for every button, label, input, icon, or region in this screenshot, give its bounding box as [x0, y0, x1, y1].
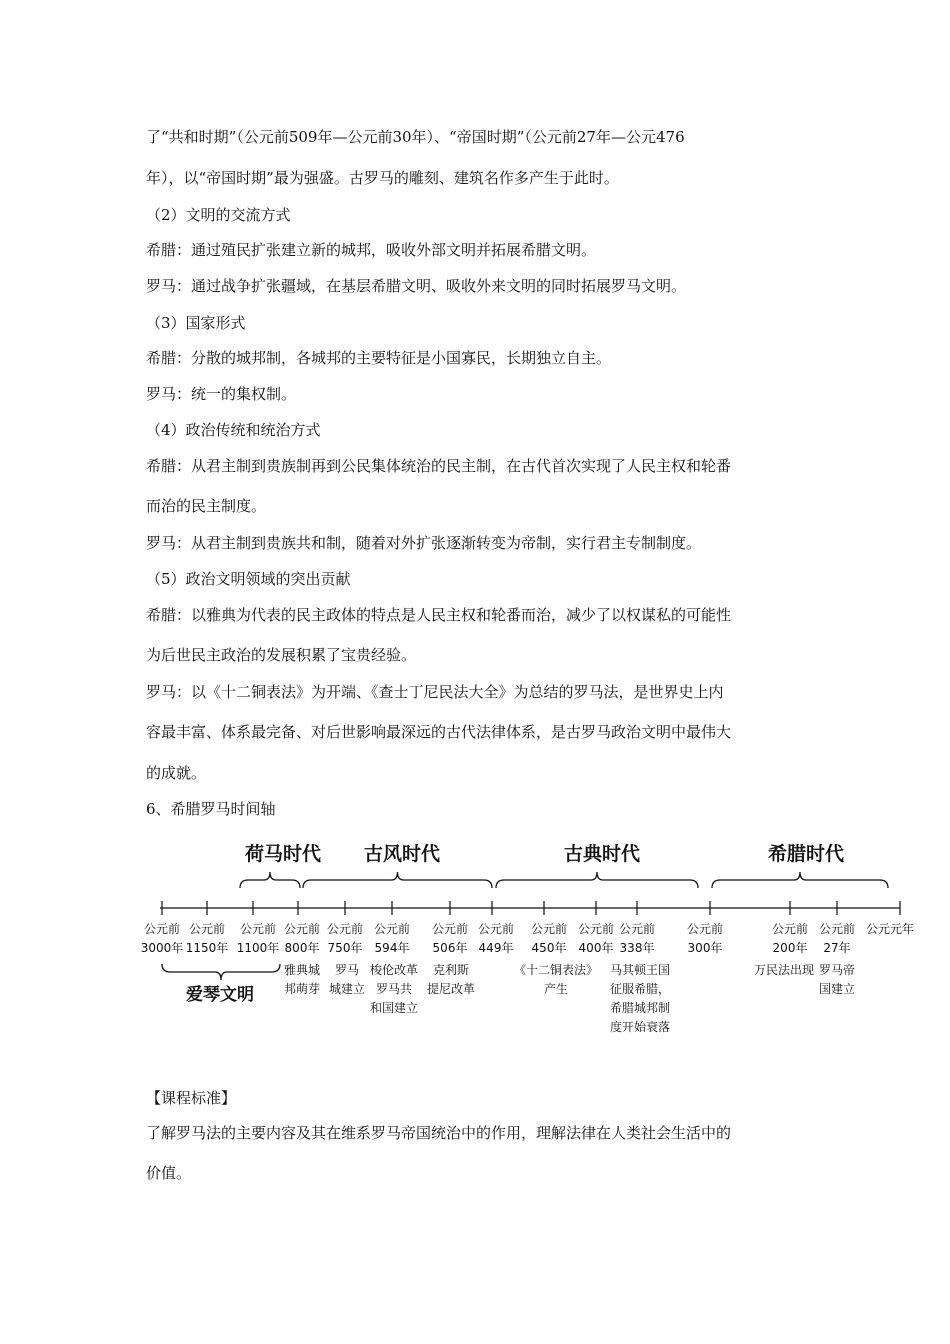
paragraph-line: 希腊：从君主制到贵族制再到公民集体统治的民主制，在古代首次实现了人民主权和轮番	[146, 457, 732, 475]
year-label: 506年	[432, 941, 468, 955]
paragraph-line: 的成就。	[146, 764, 207, 782]
greece-rome-timeline	[140, 836, 920, 1051]
event-label: 征服希腊，	[609, 982, 671, 996]
year-label: 公元前	[326, 922, 364, 936]
year-label: 200年	[772, 941, 808, 955]
event-label: 克利斯	[432, 963, 470, 977]
era-brace	[712, 872, 888, 888]
section-heading: （3）国家形式	[146, 314, 246, 332]
era-brace	[240, 872, 300, 888]
era-label: 希腊时代	[767, 843, 845, 865]
event-label: 邦萌芽	[283, 982, 321, 996]
section-heading: （2）文明的交流方式	[146, 206, 291, 224]
section-heading: （5）政治文明领域的突出贡献	[146, 570, 351, 588]
year-label: 公元前	[577, 922, 615, 936]
year-label: 1150年	[185, 941, 229, 955]
paragraph-line: 希腊：以雅典为代表的民主政体的特点是人民主权和轮番而治，减少了以权谋私的可能性	[146, 606, 732, 624]
event-label: 罗马共	[375, 982, 413, 996]
event-label: 产生	[543, 982, 569, 996]
era-brace	[496, 872, 698, 888]
event-label: 国建立	[818, 982, 856, 996]
year-label: 公元前	[477, 922, 515, 936]
year-label: 750年	[327, 941, 363, 955]
year-label: 27年	[823, 941, 851, 955]
paragraph-line: 罗马：从君主制到贵族共和制，随着对外扩张逐渐转变为帝制，实行君主专制制度。	[146, 534, 702, 552]
year-label: 公元前	[373, 922, 411, 936]
paragraph-line: 而治的民主制度。	[146, 497, 267, 515]
year-label: 800年	[284, 941, 320, 955]
year-label: 公元前	[818, 922, 856, 936]
event-label: 提尼改革	[426, 982, 476, 996]
year-label: 450年	[531, 941, 567, 955]
year-label: 公元元年	[865, 922, 915, 936]
event-label: 《十二铜表法》	[513, 963, 599, 977]
year-label: 3000年	[140, 941, 184, 955]
era-label: 古典时代	[563, 843, 641, 865]
year-label: 公元前	[431, 922, 469, 936]
standard-heading: 【课程标准】	[146, 1089, 237, 1107]
aegean-label: 爱琴文明	[186, 985, 254, 1005]
event-label: 和国建立	[369, 1001, 419, 1015]
year-label: 公元前	[143, 922, 181, 936]
year-label: 400年	[578, 941, 614, 955]
standard-line: 价值。	[146, 1164, 192, 1182]
year-label: 公元前	[686, 922, 724, 936]
event-label: 马其顿王国	[609, 963, 671, 977]
event-label: 梭伦改革	[369, 963, 419, 977]
year-label: 1100年	[236, 941, 280, 955]
event-label: 度开始衰落	[609, 1020, 671, 1034]
year-label: 公元前	[239, 922, 277, 936]
year-label: 公元前	[771, 922, 809, 936]
year-label: 300年	[687, 941, 723, 955]
year-label: 594年	[374, 941, 410, 955]
section-heading: 6、希腊罗马时间轴	[146, 800, 276, 818]
paragraph-line: 希腊：分散的城邦制，各城邦的主要特征是小国寡民，长期独立自主。	[146, 349, 612, 367]
era-label: 荷马时代	[244, 843, 322, 865]
paragraph-line: 了“共和时期”（公元前509年—公元前30年）、“帝国时期”（公元前27年—公元476	[146, 128, 685, 146]
year-label: 449年	[478, 941, 514, 955]
paragraph-line: 希腊：通过殖民扩张建立新的城邦，吸收外部文明并拓展希腊文明。	[146, 241, 597, 259]
paragraph-line: 为后世民主政治的发展积累了宝贵经验。	[146, 646, 417, 664]
paragraph-line: 罗马：通过战争扩张疆域，在基层希腊文明、吸收外来文明的同时拓展罗马文明。	[146, 277, 687, 295]
standard-line: 了解罗马法的主要内容及其在维系罗马帝国统治中的作用，理解法律在人类社会生活中的	[146, 1124, 732, 1142]
paragraph-line: 年），以“帝国时期”最为强盛。古罗马的雕刻、建筑名作多产生于此时。	[146, 169, 619, 187]
paragraph-line: 罗马：统一的集权制。	[146, 385, 297, 403]
aegean-brace	[162, 964, 280, 980]
year-label: 公元前	[618, 922, 656, 936]
era-label: 古风时代	[363, 843, 441, 865]
event-label: 万民法出现	[753, 963, 815, 977]
section-heading: （4）政治传统和统治方式	[146, 421, 321, 439]
year-label: 公元前	[530, 922, 568, 936]
event-label: 罗马帝	[818, 963, 856, 977]
event-label: 城建立	[328, 982, 366, 996]
event-label: 罗马	[334, 963, 360, 977]
event-label: 雅典城	[283, 963, 321, 977]
year-label: 公元前	[188, 922, 226, 936]
era-brace	[303, 872, 492, 888]
year-label: 公元前	[283, 922, 321, 936]
paragraph-line: 罗马：以《十二铜表法》为开端、《查士丁尼民法大全》为总结的罗马法，是世界史上内	[146, 683, 724, 701]
year-label: 338年	[619, 941, 655, 955]
paragraph-line: 容最丰富、体系最完备、对后世影响最深远的古代法律体系，是古罗马政治文明中最伟大	[146, 723, 732, 741]
event-label: 希腊城邦制	[609, 1001, 671, 1015]
